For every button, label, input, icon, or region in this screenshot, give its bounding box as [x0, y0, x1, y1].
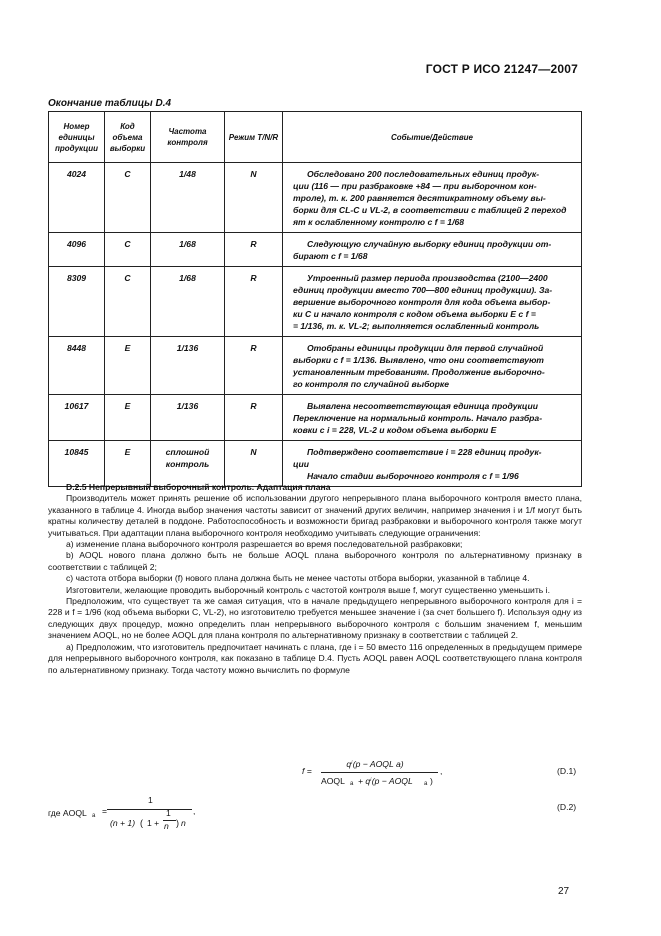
paragraph: a) Предположим, что изготовитель предпочитает начинать с плана, где i = 50 вместо 116 определенных в предыдущем примере для непрерывного выборочного контроля, как показано в таблице D.4. Пусть AOQL равен AOQL соответствующего плана контроля по альтернативному признаку. Тогда частоту можно вычислить по формуле — [48, 641, 582, 675]
table-row — [49, 395, 582, 441]
col-header-unit: Номер единицы продукции — [49, 112, 105, 163]
fraction-bar — [107, 809, 192, 810]
list-item: a) изменение плана выборочного контроля разрешается во время последовательной разбраковки; — [66, 539, 463, 550]
cell-unit: 4024 — [49, 163, 105, 233]
formula-paren: ( — [140, 818, 143, 828]
cell-event — [283, 233, 582, 267]
subscript: a — [92, 813, 96, 819]
cell-unit: 10617 — [49, 395, 105, 441]
cell-unit: 8448 — [49, 337, 105, 395]
event-line: вершение выборочного контроля для кода объема выбор- — [293, 297, 551, 307]
event-line: Начало стадии выборочного контроля с f = 1/96 — [307, 471, 519, 481]
event-line: выборки с f = 1/136. Выявлено, что они соответствуют — [293, 355, 544, 365]
event-line: установленным требованиям. Продолжение выборочно- — [293, 367, 545, 377]
col-header-mode: Режим T/N/R — [225, 112, 283, 163]
fraction-bar — [321, 772, 438, 773]
cell-frequency: 1/136 — [151, 337, 225, 395]
paragraph: Предположим, что существует та же самая ситуация, что в начале предыдущего непрерывного выборочного контроля для i = 228 и f = 1/96 (код объема выборки C, VL-2), но изготовителю требуется меньшее значение i (за счет большего f). Используя одну из следующих двух процедур, можно определить план непрерывного выборочного контроля с большим значением f, меньшим значением AOQL, но не более AOQL для плана контроля по альтернативному признаку в соответствии с таблицей 2. — [48, 596, 582, 641]
formula-term: 1 + — [147, 818, 160, 828]
cell-unit: 8309 — [49, 267, 105, 337]
col-header-code: Код объема выборки — [105, 112, 151, 163]
document-id: ГОСТ Р ИСО 21247—2007 — [425, 62, 578, 76]
event-line: троле), т. к. 200 равняется десятикратному объему вы- — [293, 193, 546, 203]
formula-lhs: f = — [302, 766, 312, 776]
cell-code: C — [105, 267, 151, 337]
cell-event — [283, 267, 582, 337]
formula-denominator-c: ) — [430, 776, 433, 786]
cell-frequency: 1/48 — [151, 163, 225, 233]
cell-code: C — [105, 163, 151, 233]
event-line: Обследовано 200 последовательных единиц продук- — [307, 169, 540, 179]
table-row — [49, 163, 582, 233]
event-line: Подтверждено соответствие i = 228 единиц продук- — [307, 447, 542, 457]
event-line: = 1/136, т. к. VL-2; выполняется ослабленный контроль — [293, 321, 540, 331]
table-caption: Окончание таблицы D.4 — [48, 98, 172, 109]
formula-inner-denominator: n — [164, 821, 169, 831]
cell-frequency: 1/68 — [151, 267, 225, 337]
event-line: бирают с f = 1/68 — [293, 251, 368, 261]
event-line: Утроенный размер периода производства (2100—2400 — [307, 273, 548, 283]
event-line: ки C и начало контроля с кодом объема выборки E с f = — [293, 309, 536, 319]
formula-lhs: где AOQL — [48, 808, 87, 818]
formula-numerator: 1 — [148, 795, 153, 805]
formula-comma: , — [193, 806, 196, 816]
cell-code: E — [105, 441, 151, 487]
event-line: Следующую случайную выборку единиц продукции от- — [307, 239, 552, 249]
formula-d2 — [0, 796, 661, 842]
formula-term: (n + 1) — [110, 818, 136, 828]
event-line: Выявлена несоответствующая единица продукции — [307, 401, 538, 411]
event-line: Переключение на нормальный контроль. Начало разбра- — [293, 413, 543, 423]
list-item: c) частота отбора выборки (f) нового плана должна быть не менее частоты отбора выборки, указанной в таблице 4. — [66, 573, 530, 584]
formula-label: (D.2) — [557, 802, 577, 812]
cell-event — [283, 337, 582, 395]
formula-numerator: qⁱ(p − AOQL a) — [346, 759, 404, 769]
cell-frequency: 1/68 — [151, 233, 225, 267]
event-line: ции (116 — при разбраковке +84 — при выборочном кон- — [293, 181, 537, 191]
formula-denominator-a: AOQL — [321, 776, 345, 786]
formula-term: n — [181, 818, 186, 828]
cell-event — [283, 395, 582, 441]
cell-mode: N — [225, 441, 283, 487]
cell-mode: R — [225, 233, 283, 267]
event-line: единиц продукции вместо 700—800 единиц продукции). За- — [293, 285, 553, 295]
col-header-frequency: Частота контроля — [151, 112, 225, 163]
event-line: го контроля по случайной выборке — [293, 379, 450, 389]
cell-code: C — [105, 233, 151, 267]
formula-comma: , — [440, 766, 443, 776]
equals-sign: = — [102, 806, 108, 816]
page-number: 27 — [558, 886, 570, 897]
formula-denominator-b: + qⁱ(p − AOQL — [358, 776, 413, 786]
formula-inner-numerator: 1 — [166, 808, 171, 818]
event-line: ции — [293, 459, 310, 469]
paragraph: Изготовители, желающие проводить выборочный контроль с частотой контроля выше f, могут существенно уменьшить i. — [66, 584, 550, 595]
event-line: борки для CL-C и VL-2, в соответствии с таблицей 2 переход — [293, 205, 567, 215]
col-header-event: Событие/Действие — [283, 112, 582, 163]
cell-unit: 10845 — [49, 441, 105, 487]
list-item: b) AOQL нового плана должно быть не больше AOQL плана выборочного контроля по альтернативному признаку в соответствии с таблицей 2; — [48, 550, 582, 572]
cell-event — [283, 163, 582, 233]
event-line: ят к ослабленному контролю с f = 1/68 — [293, 217, 465, 227]
formula-d1 — [0, 756, 661, 796]
table-row — [49, 267, 582, 337]
event-line: ковки с i = 228, VL-2 и кодом объема выборки E — [293, 425, 497, 435]
cell-unit: 4096 — [49, 233, 105, 267]
sampling-table — [48, 111, 582, 487]
cell-mode: R — [225, 337, 283, 395]
formula-paren: ) — [176, 818, 179, 828]
subscript: a — [350, 781, 354, 787]
paragraph: Производитель может принять решение об использовании другого непрерывного плана выборочного контроля вместо плана, указанного в таблице 4. Иногда выбор значения частоты зависит от значений других величин, например значения i и 1/f могут быть кратны количеству деталей в поддоне. Работоспособность и возможности бригад разбраковки и выборочного контроля также могут учитываться. При адаптации плана выборочного контроля необходимо учитывать следующие ограничения: — [48, 493, 582, 538]
cell-mode: R — [225, 267, 283, 337]
table-row — [49, 441, 582, 487]
cell-code: E — [105, 337, 151, 395]
cell-mode: R — [225, 395, 283, 441]
section-heading: D.2.5 Непрерывный выборочный контроль. Адаптация плана — [66, 482, 331, 492]
table-row — [49, 233, 582, 267]
cell-event — [283, 441, 582, 487]
cell-mode: N — [225, 163, 283, 233]
cell-code: E — [105, 395, 151, 441]
event-line: Отобраны единицы продукции для первой случайной — [307, 343, 544, 353]
section-body — [48, 482, 582, 676]
subscript: a — [424, 781, 428, 787]
cell-frequency: 1/136 — [151, 395, 225, 441]
table-row — [49, 337, 582, 395]
cell-frequency: сплошной контроль — [151, 441, 225, 487]
formula-label: (D.1) — [557, 766, 577, 776]
